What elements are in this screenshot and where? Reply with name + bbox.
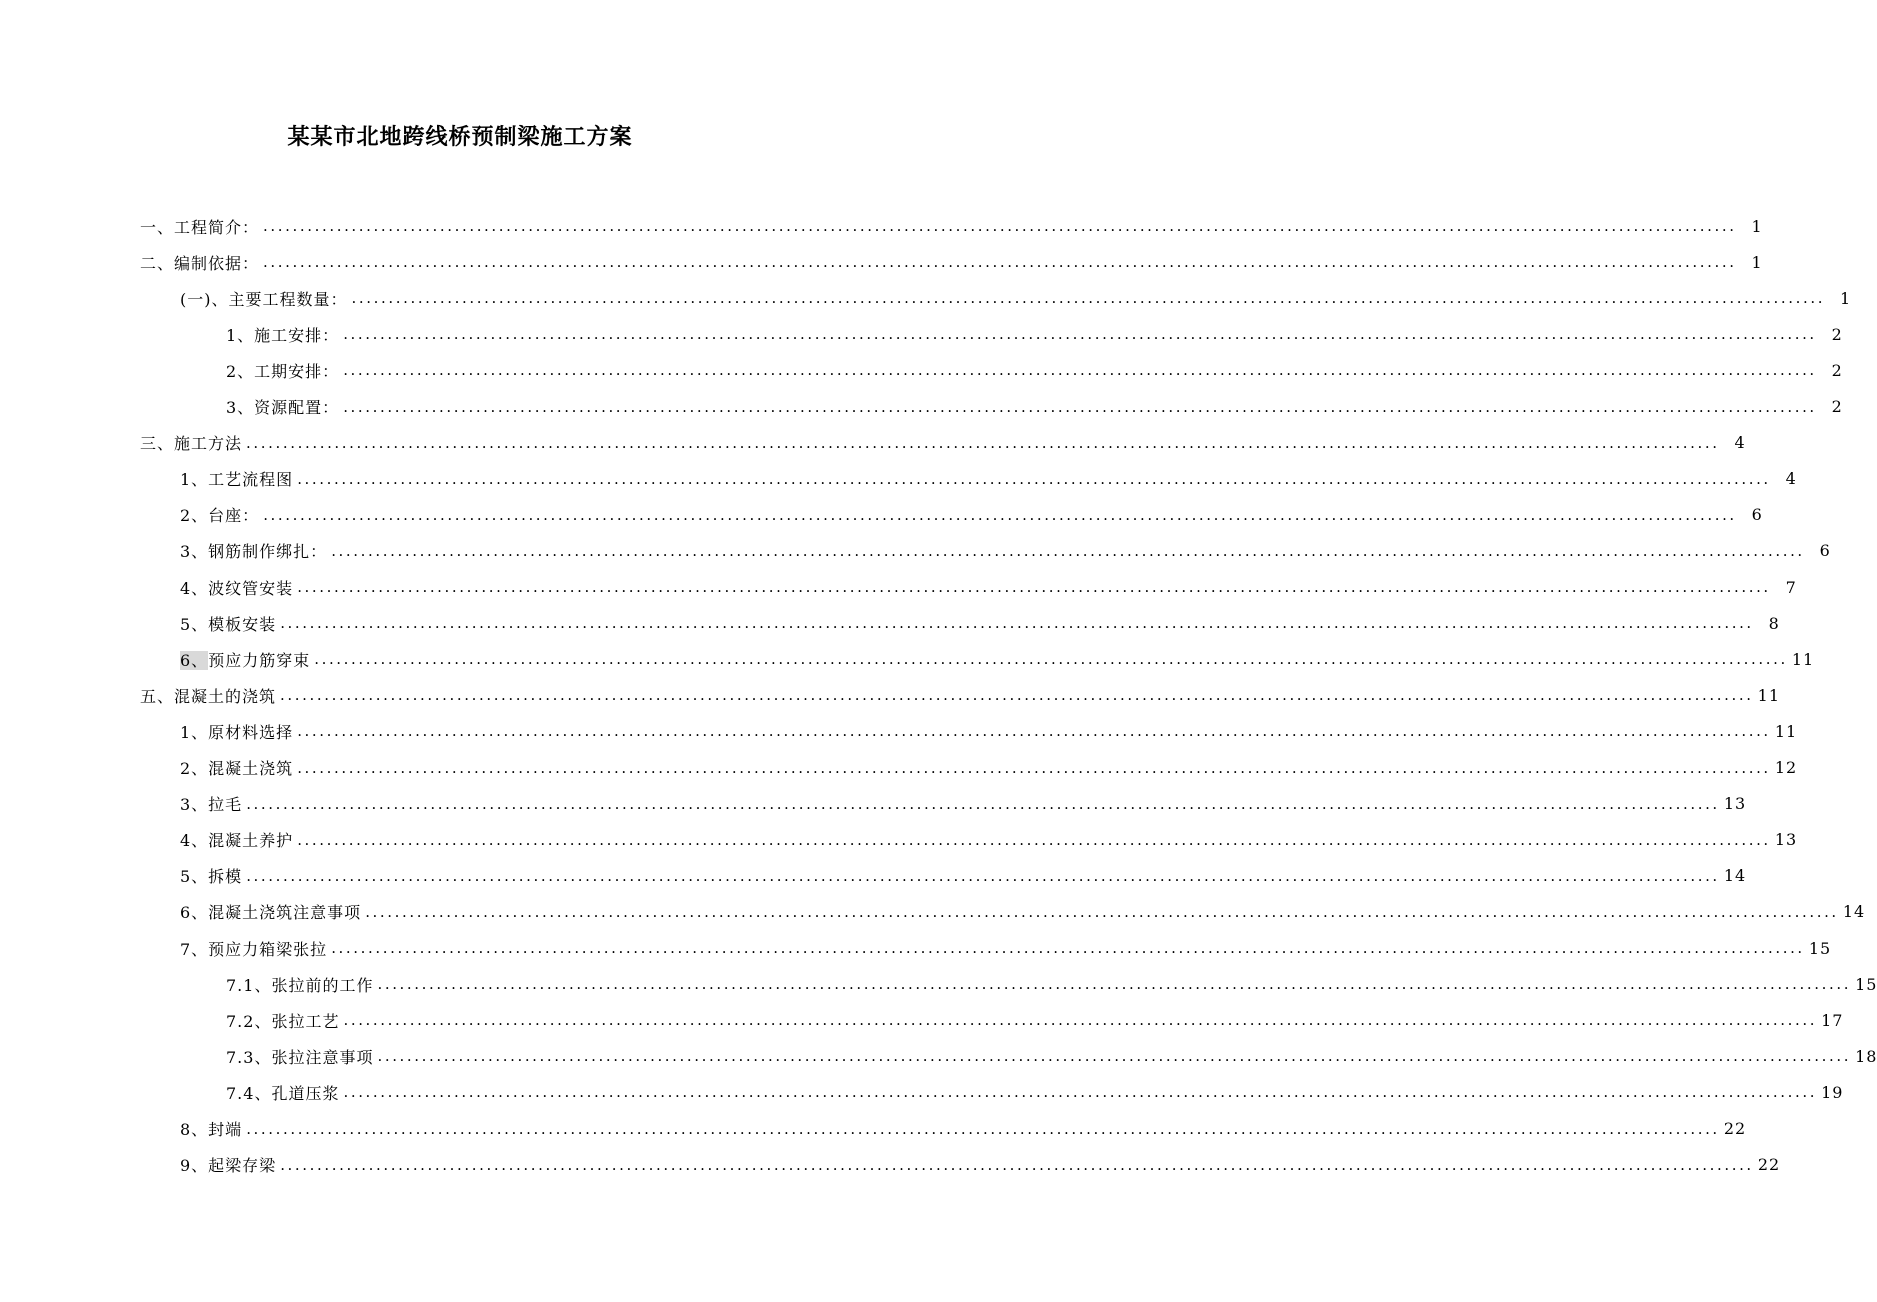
toc-dot-leader: ........................................................................................................................................................................................................ [246,866,1720,885]
toc-dot-leader: ........................................................................................................................................................................................................ [263,253,1737,272]
toc-entry[interactable] [0,533,1831,569]
toc-page-number: 11 [1757,685,1780,705]
toc-entry[interactable] [0,641,1815,677]
toc-entry[interactable] [0,425,1746,461]
toc-dot-leader: ........................................................................................................................................................................................................ [280,614,1754,633]
toc-dot-leader: ........................................................................................................................................................................................................ [331,541,1805,560]
toc-entry[interactable] [0,894,1866,930]
toc-dot-leader: ........................................................................................................................................................................................................ [365,902,1839,921]
toc-entry[interactable] [0,1074,1844,1110]
toc-entry[interactable] [0,750,1798,786]
toc-page-number: 14 [1842,902,1866,922]
toc-dot-leader: ........................................................................................................................................................................................................ [280,686,1754,705]
toc-dot-leader: ........................................................................................................................................................................................................ [297,578,1771,596]
toc-page-number: 2 [1831,397,1843,416]
toc-entry[interactable] [0,713,1798,749]
toc-entry-label: 7.3、张拉注意事项 [226,1047,374,1067]
toc-entry-label-highlight: 6、 [180,650,209,670]
toc-page-number: 7 [1785,577,1797,597]
toc-entry-label: 9、起梁存梁 [180,1156,277,1176]
toc-page-number: 2 [1831,324,1843,344]
toc-entry[interactable] [0,605,1780,641]
toc-page-number: 6 [1751,505,1763,525]
toc-page-number: 15 [1855,974,1877,994]
toc-page-number: 17 [1821,1010,1844,1030]
toc-entry-label: 7、预应力箱梁张拉 [180,939,328,959]
toc-dot-leader: ........................................................................................................................................................................................................ [246,794,1720,813]
toc-entry[interactable] [0,786,1747,822]
toc-entry-label: 5、模板安装 [180,614,277,634]
toc-entry[interactable] [0,208,1763,244]
toc-dot-leader: ........................................................................................................................................................................................................ [246,1119,1720,1138]
toc-dot-leader: ........................................................................................................................................................................................................ [297,722,1771,741]
toc-dot-leader: ........................................................................................................................................................................................................ [263,217,1737,235]
toc-entry-label: 1、工艺流程图 [180,470,294,490]
toc-entry-label: (一)、主要工程数量： [180,289,348,309]
toc-dot-leader: ........................................................................................................................................................................................................ [297,758,1771,777]
toc-page-number: 22 [1723,1119,1747,1138]
toc-page-number: 14 [1723,866,1747,886]
toc-page-number: 1 [1839,288,1852,308]
toc-page-number: 13 [1774,830,1798,850]
toc-page-number: 19 [1821,1082,1844,1102]
toc-page-number: 18 [1855,1046,1877,1066]
toc-page-number: 8 [1768,613,1780,633]
toc-entry-label: 1、原材料选择 [180,722,294,742]
toc-dot-leader: ........................................................................................................................................................................................................ [377,1047,1852,1066]
toc-dot-leader: ........................................................................................................................................................................................................ [331,939,1805,957]
toc-entry[interactable] [0,822,1798,858]
toc-entry[interactable] [0,858,1747,894]
toc-entry-label [180,648,310,671]
toc-dot-leader: ........................................................................................................................................................................................................ [351,289,1826,308]
toc-entry-label: 3、资源配置： [226,398,340,417]
toc-dot-leader: ........................................................................................................................................................................................................ [280,1155,1754,1174]
toc-entry[interactable] [0,1111,1747,1147]
toc-entry-label: 6、混凝土浇筑注意事项 [180,903,362,923]
toc-entry-label: 2、混凝土浇筑 [180,759,294,778]
toc-entry-label: 7.1、张拉前的工作 [226,975,374,995]
toc-dot-leader: ........................................................................................................................................................................................................ [314,650,1788,669]
toc-entry-label: 2、工期安排： [226,361,340,381]
toc-entry[interactable] [0,1038,1877,1074]
toc-entry[interactable] [0,1002,1844,1038]
toc-entry[interactable] [0,966,1877,1002]
toc-page-number: 4 [1734,433,1746,453]
document-title: 某某市北地跨线桥预制梁施工方案 [287,125,633,150]
toc-entry-label: 7.2、张拉工艺 [226,1011,340,1031]
toc-entry[interactable] [0,569,1797,605]
toc-entry[interactable] [0,677,1780,713]
toc-entry-label: 7.4、孔道压浆 [226,1083,340,1103]
toc-dot-leader: ........................................................................................................................................................................................................ [343,1011,1818,1030]
toc-entry[interactable] [0,1147,1781,1183]
toc-entry-label: 3、拉毛 [180,795,243,815]
toc-page-number: 2 [1831,360,1843,380]
toc-entry-label: 一、工程简介： [140,217,260,237]
toc-page-number: 13 [1723,794,1747,814]
toc-entry-label: 2、台座： [180,506,260,526]
toc-entry[interactable] [0,497,1763,533]
toc-entry-label: 4、波纹管安装 [180,578,294,598]
toc-entry-label: 三、施工方法 [140,434,243,454]
toc-dot-leader: ........................................................................................................................................................................................................ [343,397,1817,416]
toc-entry[interactable] [0,389,1843,425]
toc-dot-leader: ........................................................................................................................................................................................................ [343,1083,1818,1102]
toc-entry-label: 二、编制依据： [140,253,260,273]
toc-entry-label: 5、拆模 [180,867,243,887]
toc-page-number: 11 [1791,649,1815,669]
toc-entry[interactable] [0,316,1843,352]
toc-entry-label-rest: 预应力筋穿束 [208,650,311,670]
toc-page-number: 12 [1774,758,1798,777]
toc-dot-leader: ........................................................................................................................................................................................................ [343,325,1817,344]
toc-entry-label: 3、钢筋制作绑扎： [180,542,328,562]
toc-entry[interactable] [0,352,1843,388]
toc-page-number: 1 [1751,252,1763,272]
toc-dot-leader: ........................................................................................................................................................................................................ [377,975,1852,994]
toc-entry[interactable] [0,930,1832,966]
toc-entry-label: 8、封端 [180,1120,243,1139]
toc-entry[interactable] [0,280,1852,316]
toc-entry-label: 五、混凝土的浇筑 [140,686,277,706]
toc-dot-leader: ........................................................................................................................................................................................................ [246,433,1720,452]
toc-dot-leader: ........................................................................................................................................................................................................ [297,469,1771,488]
toc-page-number: 4 [1785,469,1797,489]
toc-dot-leader: ........................................................................................................................................................................................................ [297,830,1771,849]
toc-dot-leader: ........................................................................................................................................................................................................ [343,361,1817,380]
toc-page-number: 22 [1757,1155,1781,1175]
toc-page-number: 1 [1751,216,1763,236]
toc-entry[interactable] [0,461,1797,497]
toc-page-number: 11 [1774,721,1798,741]
toc-entry-label: 4、混凝土养护 [180,831,294,851]
toc-page-number: 15 [1808,938,1832,958]
toc-entry[interactable] [0,244,1763,280]
toc-dot-leader: ........................................................................................................................................................................................................ [263,505,1737,524]
toc-entry-label: 1、施工安排： [226,325,340,345]
toc-page-number: 6 [1819,541,1831,561]
